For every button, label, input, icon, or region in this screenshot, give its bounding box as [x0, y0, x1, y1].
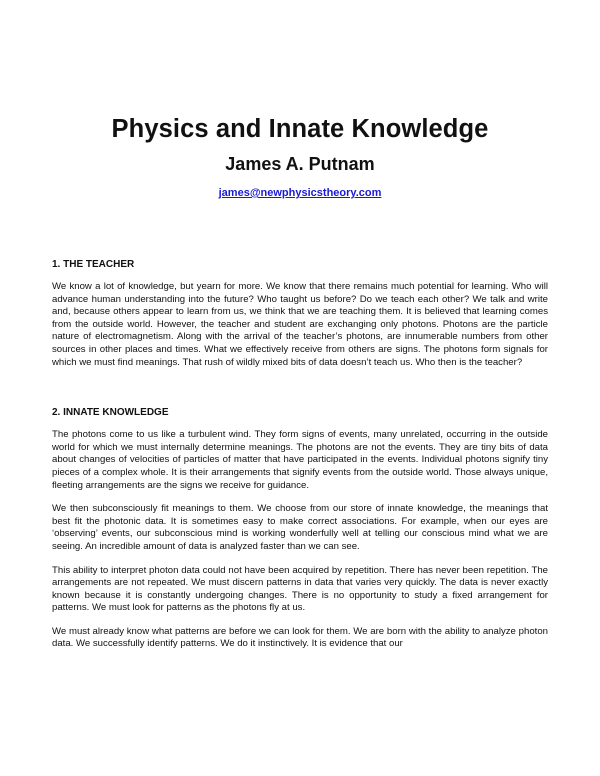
section-heading: 1. THE TEACHER — [52, 259, 135, 270]
section-teacher — [52, 258, 548, 369]
author-name: James A. Putnam — [225, 154, 375, 174]
paragraph: We know a lot of knowledge, but yearn for more. We know that there remains much potential for learning. Who will advance human understanding into the future? Who taught us before? Do we teach each other? We talk and write and, because others appear to learn from us, we think that we are teaching them. It is believed that learning comes from the outside world. However, the teacher and student are exchanging only photons. Photons are the particle nature of electromagnetism. Along with the arrival of the teacher’s photons, are innumerable numbers from other sources in other places and times. What we effectively receive from others are signs. The photons form signals for which we must find meanings. That rush of wildly mixed bits of data doesn’t teach us. Who then is the teacher? — [52, 281, 548, 368]
paragraph: This ability to interpret photon data could not have been acquired by repetition. There has never been repetition. The arrangements are not repeated. We must discern patterns in data that varies very quickly. The data is never exactly known because it is constantly undergoing changes. There is no opportunity to study a fixed arrangement for patterns. We must look for patterns as the photons fly at us. — [52, 564, 548, 614]
section-heading: 2. INNATE KNOWLEDGE — [52, 407, 169, 419]
paper-title: Physics and Innate Knowledge — [111, 115, 489, 143]
paragraph: The photons come to us like a turbulent wind. They form signs of events, many unrelated, occurring in the outside world for which we must internally determine meanings. The photons are not the events. They are tiny bits of data about changes of velocities of particles of matter that have participated in the events. Individual photons signify tiny pieces of a complex whole. It is their arrangements that signify events from the outside world. Those always unique, fleeting arrangements are the signs we receive for guidance. — [52, 429, 548, 491]
author-email-link[interactable]: james@newphysicstheory.com — [218, 187, 382, 199]
paragraph: We must already know what patterns are before we can look for them. We are born with the ability to analyze photon data. We successfully identify patterns. We do it instinctively. It is evidence that our — [52, 625, 548, 650]
paragraph: We then subconsciously fit meanings to them. We choose from our store of innate knowledge, the meanings that best fit the photonic data. It is sometimes easy to make correct associations. For example, when our eyes are ‘observing’ events, our subconscious mind is working wonderfully well at telling our conscious mind what we are seeing. An incredible amount of data is analyzed faster than we can see. — [52, 503, 548, 552]
section-innate-knowledge — [52, 406, 548, 651]
